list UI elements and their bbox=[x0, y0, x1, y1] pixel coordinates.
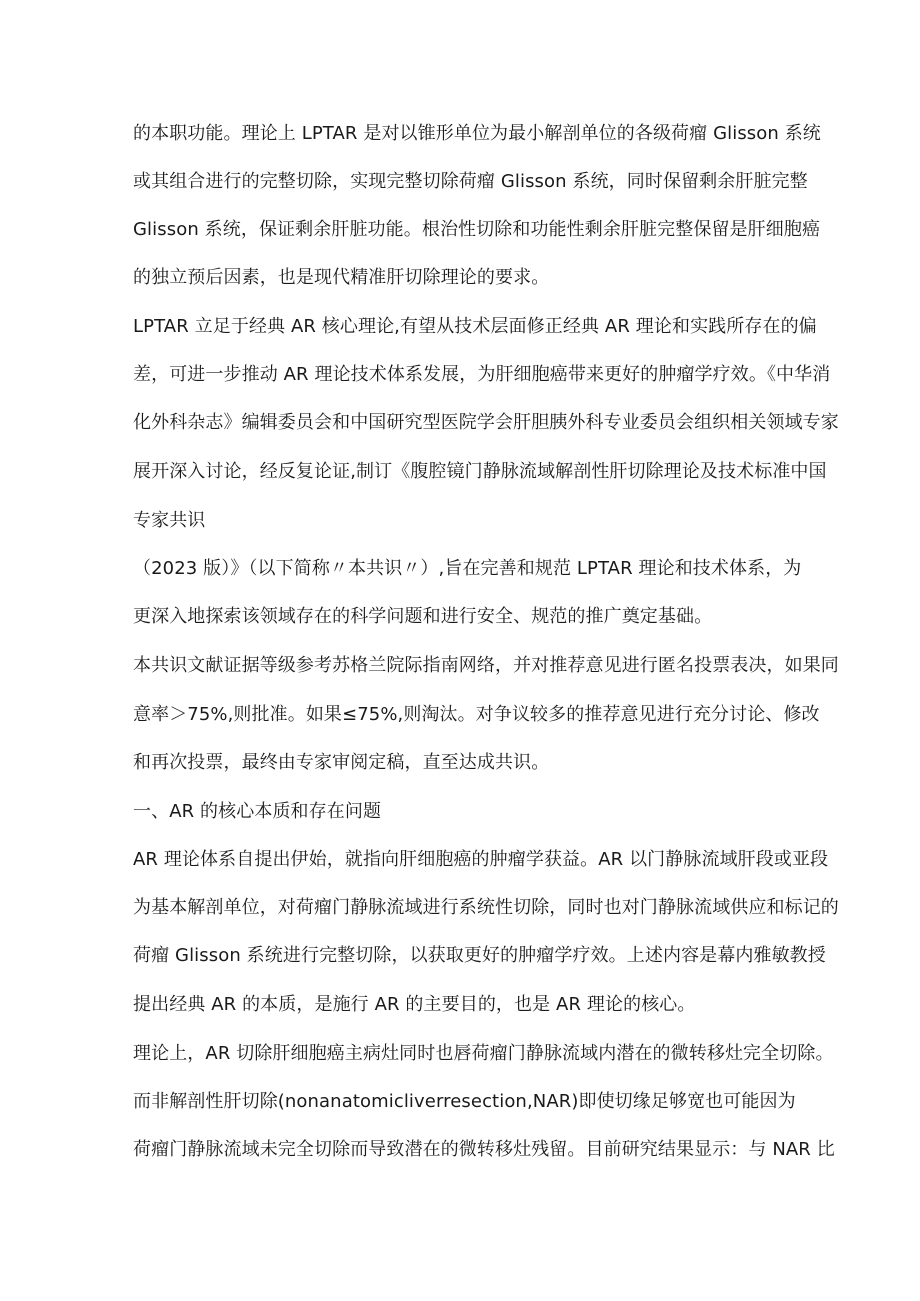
text-line: 提出经典 AR 的本质，是施行 AR 的主要目的，也是 AR 理论的核心。 bbox=[133, 994, 696, 1015]
text-line: 的本职功能。理论上 LPTAR 是对以锥形单位为最小解剖单位的各级荷瘤 Glisson 系统 bbox=[133, 123, 821, 144]
text-line: 为基本解剖单位，对荷瘤门静脉流域进行系统性切除，同时也对门静脉流域供应和标记的 bbox=[133, 897, 839, 918]
text-line: 理论上，AR 切除肝细胞癌主病灶同时也唇荷瘤门静脉流域内潜在的微转移灶完全切除。 bbox=[133, 1043, 834, 1064]
text-line: 的独立预后因素，也是现代精准肝切除理论的要求。 bbox=[133, 267, 550, 288]
text-line: 荷瘤 Glisson 系统进行完整切除，以获取更好的肿瘤学疗效。上述内容是幕内雅敏教授 bbox=[133, 945, 826, 966]
text-line: 展开深入讨论，经反复论证,制订《腹腔镜门静脉流域解剖性肝切除理论及技术标准中国 bbox=[133, 461, 827, 482]
section-heading: 一、AR 的核心本质和存在问题 bbox=[133, 801, 382, 822]
text-line: Glisson 系统，保证剩余肝脏功能。根治性切除和功能性剩余肝脏完整保留是肝细胞癌 bbox=[133, 219, 821, 240]
text-line: LPTAR 立足于经典 AR 核心理论,有望从技术层面修正经典 AR 理论和实践所存在的偏 bbox=[133, 316, 817, 337]
text-line: 和再次投票，最终由专家审阅定稿，直至达成共识。 bbox=[133, 752, 550, 773]
text-line: 荷瘤门静脉流域未完全切除而导致潜在的微转移灶残留。目前研究结果显示：与 NAR 比 bbox=[133, 1139, 835, 1160]
text-line: 意率＞75%,则批准。如果≤75%,则淘汰。对争议较多的推荐意见进行充分讨论、修改 bbox=[133, 704, 820, 725]
text-line: 本共识文献证据等级参考苏格兰院际指南网络，并对推荐意见进行匿名投票表决，如果同 bbox=[133, 655, 839, 676]
text-line: 更深入地探索该领域存在的科学问题和进行安全、规范的推广奠定基础。 bbox=[133, 606, 713, 627]
text-line: 而非解剖性肝切除(nonanatomicliverresection,NAR)即使切缘足够宽也可能因为 bbox=[133, 1091, 796, 1112]
text-line: （2023 版）》（以下简称〃本共识〃）,旨在完善和规范 LPTAR 理论和技术体系，为 bbox=[133, 558, 802, 579]
text-line: 差，可进一步推动 AR 理论技术体系发展，为肝细胞癌带来更好的肿瘤学疗效。《中华消 bbox=[133, 364, 831, 385]
text-line: 或其组合进行的完整切除，实现完整切除荷瘤 Glisson 系统，同时保留剩余肝脏完整 bbox=[133, 171, 808, 192]
text-line: 化外科杂志》编辑委员会和中国研究型医院学会肝胆胰外科专业委员会组织相关领域专家 bbox=[133, 412, 839, 433]
text-line: AR 理论体系自提出伊始，就指向肝细胞癌的肿瘤学获益。AR 以门静脉流域肝段或亚段 bbox=[133, 849, 829, 870]
text-line: 专家共识 bbox=[133, 510, 206, 531]
